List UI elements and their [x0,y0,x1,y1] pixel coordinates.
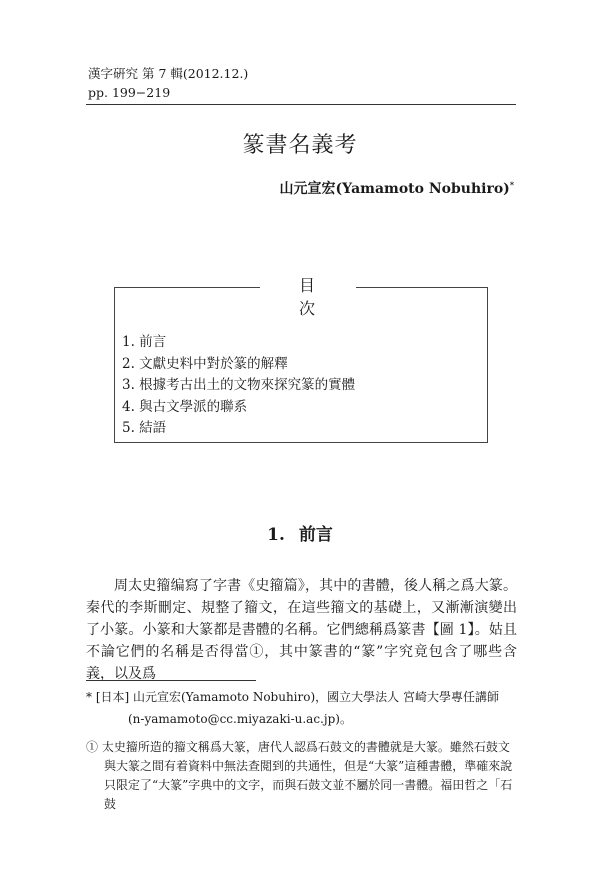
header-rule [86,104,516,105]
author-line [280,178,514,198]
journal-line: 漢字硏究 第 7 輯(2012.12.) [88,66,249,81]
toc-item: 3. 根據考古出土的文物來探究篆的實體 [122,377,356,393]
footnote-email: (n-yamamoto@cc.miyazaki-u.ac.jp)。 [128,712,352,726]
pages-line: pp. 199−219 [88,85,171,100]
footnote-author: * [日本] 山元宣宏(Yamamoto Nobuhiro)，國立大學法人 宮崎大學專任講師 [86,690,499,704]
journal-header [88,64,248,102]
section-number: 1. [267,525,285,545]
toc-item: 5. 結語 [122,420,167,436]
toc-item: 4. 與古文學派的聯系 [122,398,248,415]
section-heading [0,520,600,545]
paper-title: 篆書名義考 [242,133,358,158]
toc-title: 目 次 [260,273,356,319]
author-footnote-mark: * [509,179,514,190]
toc-item: 2. 文獻史料中對於篆的解釋 [122,355,288,372]
toc-item: 1. 前言 [122,334,167,350]
body-paragraph: 周太史籀编寫了字書《史籀篇》，其中的書體，後人稱之爲大篆。秦代的李斯刪定、規整了籀文，在這些籀文的基礎上，又漸漸演變出了小篆。小篆和大篆都是書體的名稱。它們總稱爲篆書【圖 1】。姑且不論它們的名稱是否得當①，其中篆書的“篆”字究竟包含了哪些含義，以及爲 [86,578,517,682]
toc-list [122,332,355,440]
footnote-rule [86,680,256,681]
section-title: 前言 [298,525,333,545]
author-name: 山元宣宏(Yamamoto Nobuhiro) [279,181,510,197]
footnote-1: ① 太史籀所造的籀文稱爲大篆，唐代人認爲石鼓文的書體就是大篆。雖然石鼓文與大篆之間有着資料中無法查閲到的共通性，但是“大篆”這種書體，準確來說只限定了“大篆”字典中的文字，而與石鼓文並不屬於同一書體。福田哲之「石鼓 [86,740,513,811]
